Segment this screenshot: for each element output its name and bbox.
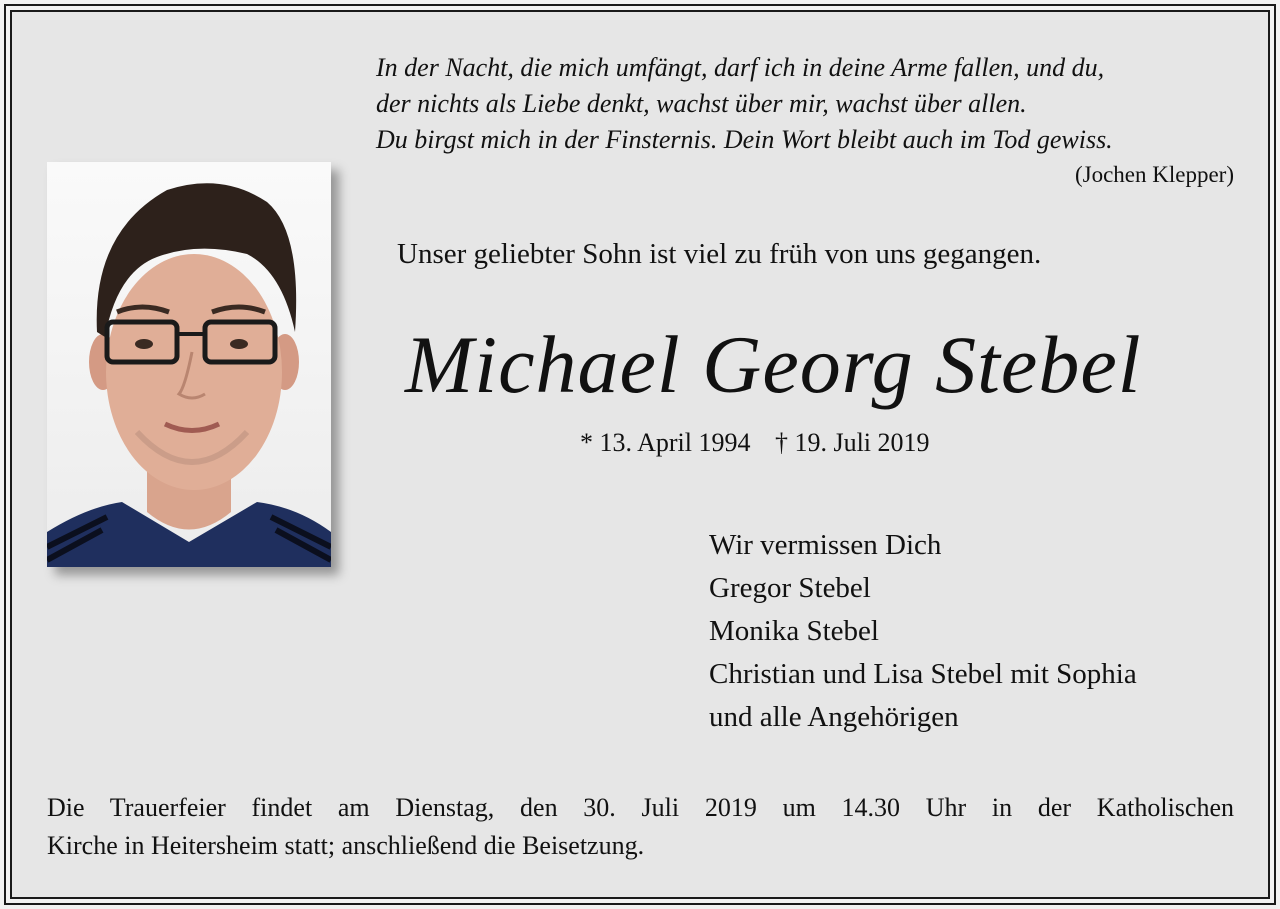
mourners-line: und alle Angehörigen	[709, 701, 959, 733]
birth-date: * 13. April 1994	[580, 428, 751, 457]
quote-line: der nichts als Liebe denkt, wachst über mir, wachst über allen.	[376, 89, 1027, 118]
quote-line: In der Nacht, die mich umfängt, darf ich in deine Arme fallen, und du,	[376, 53, 1105, 82]
service-line: Die Trauerfeier findet am Dienstag, den 30. Juli 2019 um 14.30 Uhr in der Katholischen	[47, 793, 1234, 822]
portrait-photo	[47, 162, 331, 567]
service-line: Kirche in Heitersheim statt; anschließend die Beisetzung.	[47, 831, 645, 860]
mourners-line: Christian und Lisa Stebel mit Sophia	[709, 658, 1137, 690]
portrait-image	[47, 162, 331, 567]
death-date: † 19. Juli 2019	[774, 428, 930, 457]
mourners-line: Wir vermissen Dich	[709, 529, 942, 561]
quote-author: (Jochen Klepper)	[1074, 162, 1234, 187]
quote-line: Du birgst mich in der Finsternis. Dein Wort bleibt auch im Tod gewiss.	[376, 125, 1113, 154]
mourners-line: Monika Stebel	[709, 615, 879, 647]
deceased-name: Michael Georg Stebel	[405, 319, 1142, 410]
funeral-service-info	[47, 789, 1234, 865]
mourners-line: Gregor Stebel	[709, 572, 871, 604]
mourners-list	[709, 524, 1137, 739]
life-dates	[580, 428, 948, 458]
quote-block	[376, 50, 1234, 192]
intro-text: Unser geliebter Sohn ist viel zu früh von uns gegangen.	[397, 238, 1042, 270]
